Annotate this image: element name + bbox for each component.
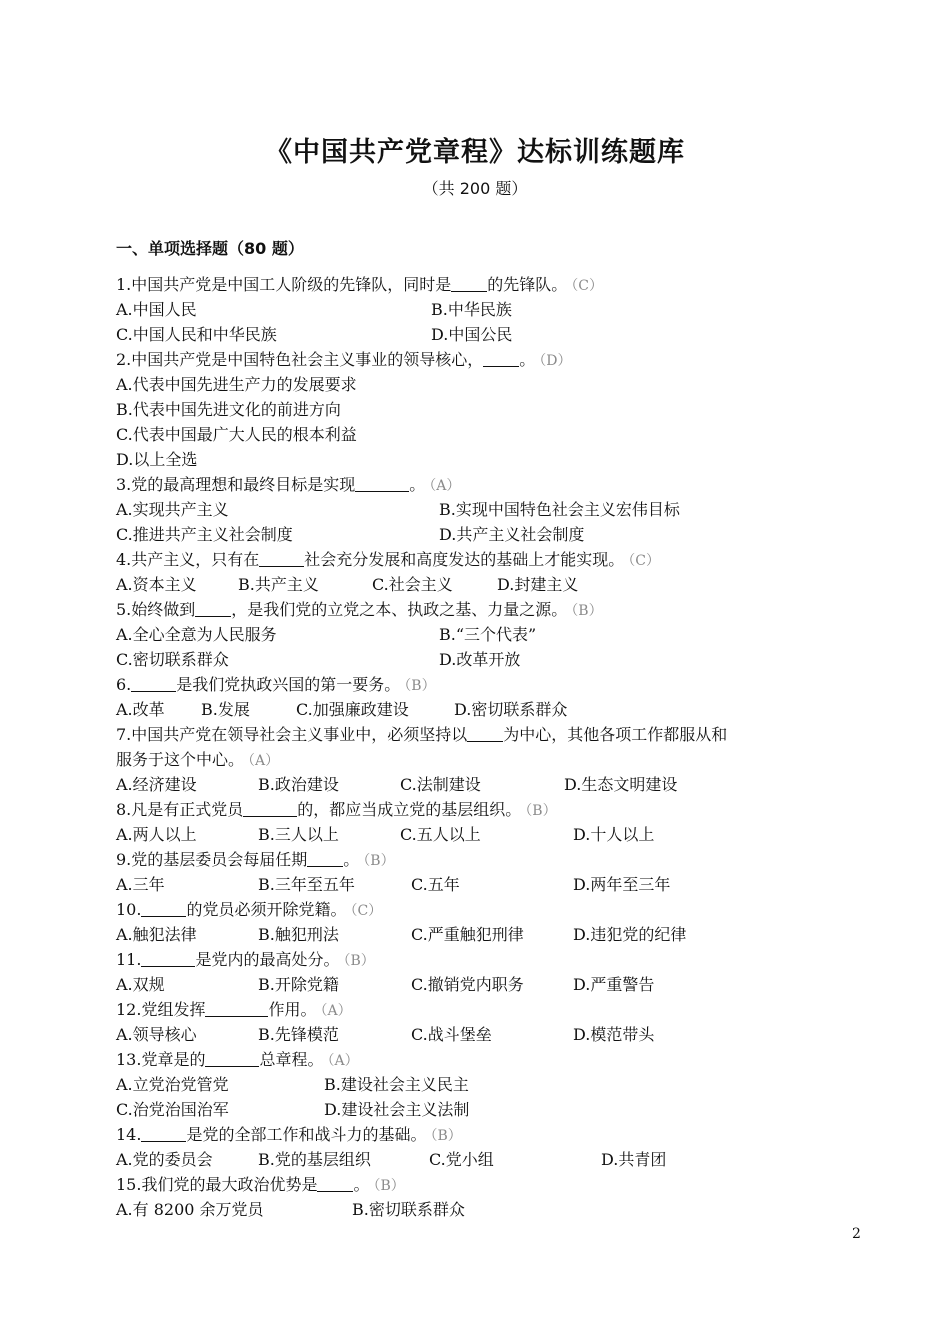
option-text: B.先锋模范: [258, 1025, 339, 1044]
question-line: [116, 897, 876, 922]
option-text: B.共产主义: [238, 575, 319, 594]
question-line: [116, 547, 876, 572]
question-text: 作用。: [268, 1000, 317, 1019]
answer-key: （B）: [373, 1178, 405, 1194]
answer-key: （B）: [430, 1128, 462, 1144]
question-text: 的党员必须开除党籍。: [186, 900, 347, 919]
option-text: A.两人以上: [116, 825, 197, 844]
answer-key: （C）: [628, 553, 661, 569]
option-line: [116, 372, 876, 397]
question-text: 是党的全部工作和战斗力的基础。: [186, 1125, 427, 1144]
answer-blank: [317, 1175, 353, 1192]
question-text: 9.党的基层委员会每届任期: [116, 850, 308, 869]
option-text: D.共产主义社会制度: [439, 525, 585, 544]
question-text: 10.: [116, 900, 142, 919]
question-line: [116, 672, 876, 697]
answer-blank: [205, 1000, 268, 1017]
options-row: [116, 1072, 876, 1097]
option-text: C.党小组: [429, 1150, 494, 1169]
option-text: A.全心全意为人民服务: [116, 625, 277, 644]
question-text: 2.中国共产党是中国特色社会主义事业的领导核心，: [116, 350, 484, 369]
options-row: [116, 772, 876, 797]
question-text: 社会充分发展和高度发达的基础上才能实现。: [304, 550, 625, 569]
answer-key: （D）: [539, 353, 572, 369]
options-row: [116, 697, 876, 722]
answer-blank: [141, 1125, 186, 1142]
option-text: D.两年至三年: [573, 875, 671, 894]
option-line: [116, 397, 876, 422]
question-text: 7.中国共产党在领导社会主义事业中，必须坚持以: [116, 725, 468, 744]
question-text: ，是我们党的立党之本、执政之基、力量之源。: [231, 600, 568, 619]
section-heading: 一、单项选择题（80 题）: [116, 239, 304, 258]
page-number: 2: [852, 1226, 861, 1242]
options-row: [116, 647, 876, 672]
options-row: [116, 1022, 876, 1047]
question-text: 的，都应当成立党的基层组织。: [297, 800, 522, 819]
option-text: C.中国人民和中华民族: [116, 325, 277, 344]
option-text: A.实现共产主义: [116, 500, 229, 519]
options-row: [116, 497, 876, 522]
answer-key: （B）: [363, 853, 395, 869]
option-text: C.法制建设: [400, 775, 481, 794]
option-text: D.密切联系群众: [454, 700, 568, 719]
question-line: [116, 347, 876, 372]
option-text: D.中国公民: [431, 325, 513, 344]
answer-blank: [467, 725, 503, 742]
option-text: A.经济建设: [116, 775, 197, 794]
options-row: [116, 322, 876, 347]
options-row: [116, 522, 876, 547]
option-text: A.立党治党管党: [116, 1075, 229, 1094]
question-text: 8.凡是有正式党员: [116, 800, 244, 819]
option-text: B.政治建设: [258, 775, 339, 794]
question-line: [116, 1047, 876, 1072]
option-text: A.领导核心: [116, 1025, 197, 1044]
question-text: 的先锋队。: [487, 275, 568, 294]
answer-key: （B）: [571, 603, 603, 619]
option-text: D.共青团: [601, 1150, 667, 1169]
question-line: [116, 847, 876, 872]
question-text: 12.党组发挥: [116, 1000, 206, 1019]
options-row: [116, 972, 876, 997]
option-text: C.代表中国最广大人民的根本利益: [116, 425, 357, 444]
options-row: [116, 297, 876, 322]
option-text: C.严重触犯刑律: [411, 925, 524, 944]
option-text: D.违犯党的纪律: [573, 925, 687, 944]
options-row: [116, 1197, 876, 1222]
question-line: [116, 1172, 876, 1197]
question-line: [116, 797, 876, 822]
document-subtitle: （共 200 题）: [422, 179, 528, 198]
option-text: C.治党治国治军: [116, 1100, 229, 1119]
question-text: 5.始终做到: [116, 600, 196, 619]
question-text: 服务于这个中心。: [116, 750, 245, 769]
option-text: D.十人以上: [573, 825, 655, 844]
option-text: B.发展: [201, 700, 250, 719]
options-row: [116, 572, 876, 597]
option-text: A.代表中国先进生产力的发展要求: [116, 375, 357, 394]
question-line: [116, 472, 876, 497]
option-text: C.撤销党内职务: [411, 975, 524, 994]
question-list: [116, 272, 876, 1222]
answer-key: （B）: [525, 803, 557, 819]
option-text: D.建设社会主义法制: [324, 1100, 470, 1119]
question-line: [116, 722, 876, 747]
question-text: 。: [353, 1175, 370, 1194]
question-line: [116, 272, 876, 297]
answer-blank: [355, 475, 409, 492]
answer-blank: [243, 800, 297, 817]
question-line: [116, 997, 876, 1022]
question-text: 。: [343, 850, 360, 869]
option-text: B.代表中国先进文化的前进方向: [116, 400, 341, 419]
question-line: [116, 597, 876, 622]
question-text: 。: [519, 350, 536, 369]
option-text: C.五年: [411, 875, 460, 894]
answer-blank: [131, 675, 176, 692]
question-text: 6.: [116, 675, 132, 694]
option-text: A.触犯法律: [116, 925, 197, 944]
option-text: B.“三个代表”: [439, 625, 537, 644]
options-row: [116, 1097, 876, 1122]
option-text: A.中国人民: [116, 300, 197, 319]
question-text: 3.党的最高理想和最终目标是实现: [116, 475, 356, 494]
option-text: B.开除党籍: [258, 975, 339, 994]
option-text: D.改革开放: [439, 650, 521, 669]
answer-blank: [195, 600, 231, 617]
question-text: 14.: [116, 1125, 142, 1144]
options-row: [116, 872, 876, 897]
answer-blank: [307, 850, 343, 867]
option-text: A.党的委员会: [116, 1150, 213, 1169]
option-text: B.密切联系群众: [352, 1200, 465, 1219]
option-text: B.实现中国特色社会主义宏伟目标: [439, 500, 680, 519]
option-text: D.严重警告: [573, 975, 655, 994]
question-text: 。: [409, 475, 426, 494]
option-text: A.三年: [116, 875, 165, 894]
option-text: B.建设社会主义民主: [324, 1075, 469, 1094]
answer-key: （A）: [248, 753, 280, 769]
option-text: A.双规: [116, 975, 165, 994]
question-text: 是党内的最高处分。: [195, 950, 340, 969]
option-line: [116, 422, 876, 447]
options-row: [116, 1147, 876, 1172]
options-row: [116, 822, 876, 847]
question-text: 13.党章是的: [116, 1050, 206, 1069]
option-text: C.战斗堡垒: [411, 1025, 492, 1044]
option-text: C.五人以上: [400, 825, 481, 844]
option-text: D.以上全选: [116, 450, 198, 469]
option-text: A.有 8200 余万党员: [116, 1200, 264, 1219]
answer-key: （C）: [350, 903, 383, 919]
option-text: C.加强廉政建设: [296, 700, 409, 719]
question-line: [116, 747, 876, 772]
option-text: B.三人以上: [258, 825, 339, 844]
option-text: C.推进共产主义社会制度: [116, 525, 293, 544]
answer-blank: [451, 275, 487, 292]
options-row: [116, 622, 876, 647]
question-text: 4.共产主义，只有在: [116, 550, 260, 569]
option-text: C.社会主义: [372, 575, 453, 594]
answer-blank: [259, 550, 304, 567]
answer-blank: [141, 950, 195, 967]
answer-key: （A）: [320, 1003, 352, 1019]
answer-key: （A）: [429, 478, 461, 494]
option-text: B.三年至五年: [258, 875, 355, 894]
option-text: C.密切联系群众: [116, 650, 229, 669]
answer-key: （C）: [571, 278, 604, 294]
question-text: 15.我们党的最大政治优势是: [116, 1175, 318, 1194]
question-text: 1.中国共产党是中国工人阶级的先锋队，同时是: [116, 275, 452, 294]
question-text: 11.: [116, 950, 142, 969]
option-text: B.触犯刑法: [258, 925, 339, 944]
question-line: [116, 947, 876, 972]
question-text: 是我们党执政兴国的第一要务。: [176, 675, 401, 694]
option-text: B.中华民族: [431, 300, 512, 319]
option-text: D.封建主义: [497, 575, 579, 594]
document-title: 《中国共产党章程》达标训练题库: [265, 137, 685, 168]
option-text: D.模范带头: [573, 1025, 655, 1044]
question-text: 为中心，其他各项工作都服从和: [503, 725, 728, 744]
answer-blank: [205, 1050, 259, 1067]
answer-key: （B）: [343, 953, 375, 969]
answer-blank: [141, 900, 186, 917]
option-line: [116, 447, 876, 472]
option-text: D.生态文明建设: [564, 775, 678, 794]
question-line: [116, 1122, 876, 1147]
option-text: B.党的基层组织: [258, 1150, 371, 1169]
option-text: A.资本主义: [116, 575, 197, 594]
options-row: [116, 922, 876, 947]
answer-key: （A）: [327, 1053, 359, 1069]
option-text: A.改革: [116, 700, 165, 719]
question-text: 总章程。: [259, 1050, 324, 1069]
answer-key: （B）: [404, 678, 436, 694]
answer-blank: [483, 350, 519, 367]
